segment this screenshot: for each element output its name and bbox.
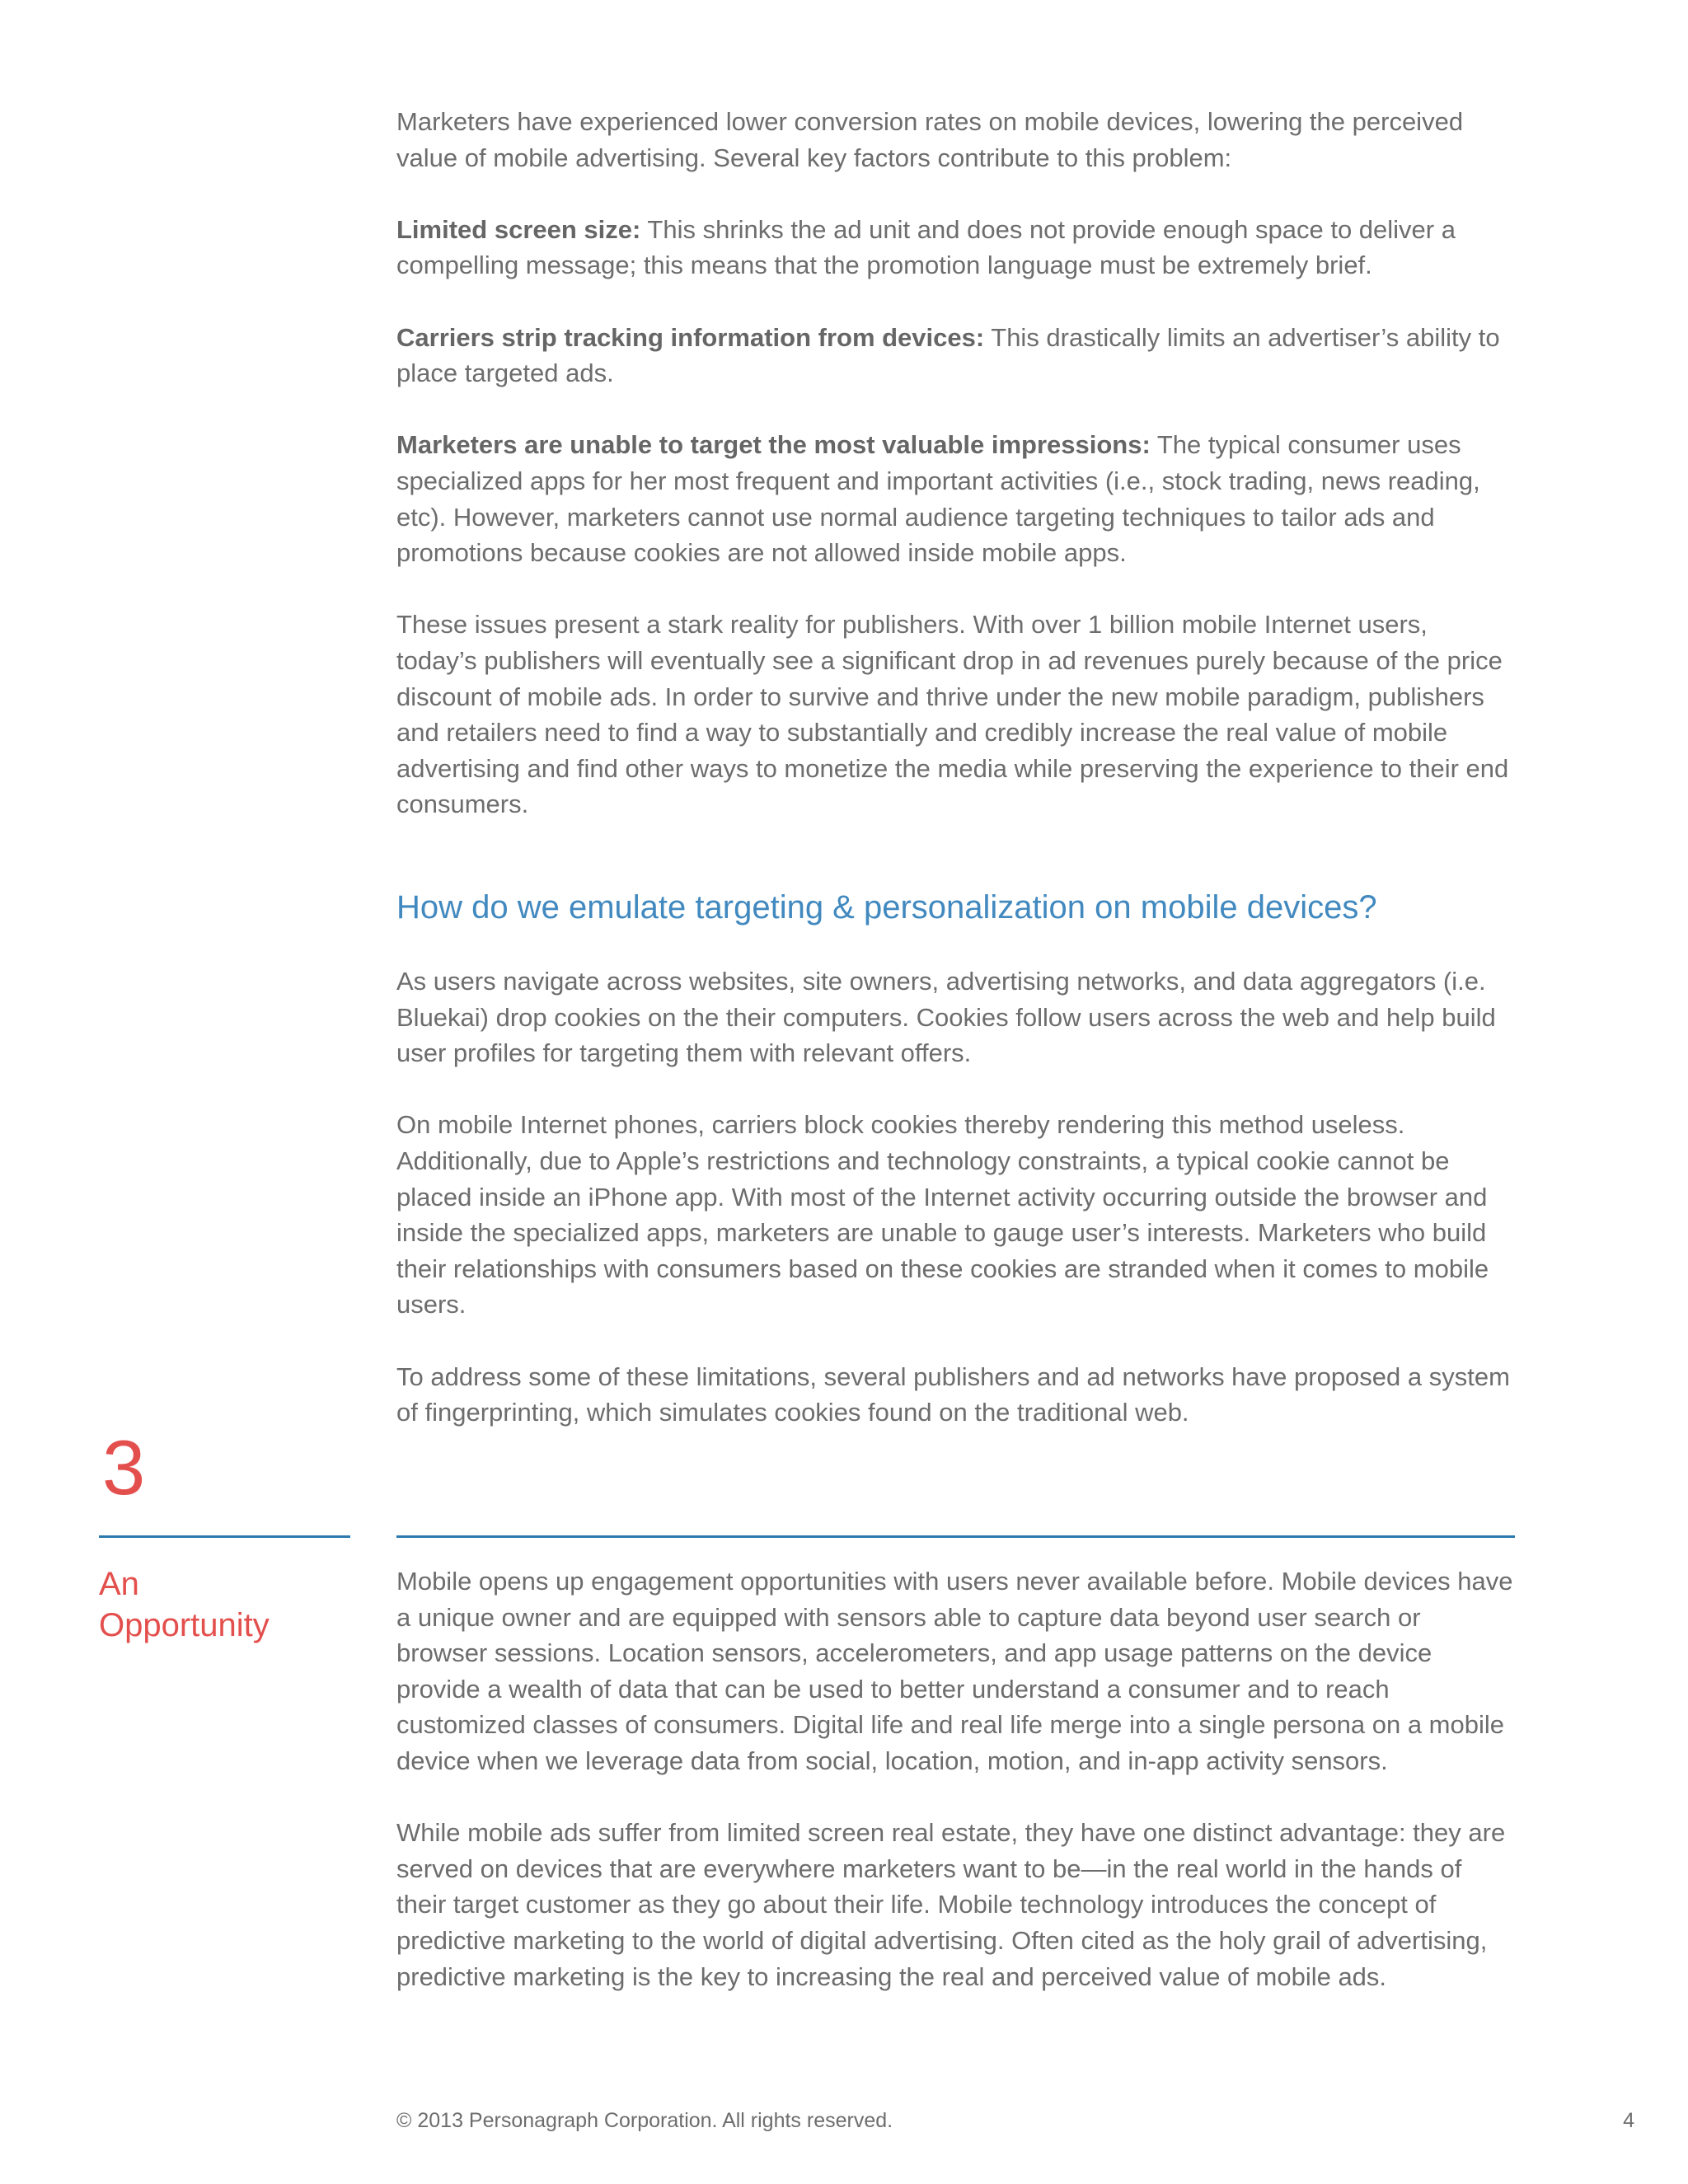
intro-paragraph: Marketers have experienced lower conversion rates on mobile devices, lowering the perceived value of mobile advertising. Several key factors contribute to this problem:	[396, 107, 1464, 172]
section-divider-left	[99, 1535, 350, 1538]
page-number: 4	[1623, 2109, 1634, 2132]
issues-paragraph: These issues present a stark reality for publishers. With over 1 billion mobile Internet users, today’s publishers will eventually see a significant drop in ad revenues purely because of the price discount of mobile ads. In order to survive and thrive under the new mobile paradigm, publishers and retailers need to find a way to substantially and credibly increase the real value of mobile advertising and find other ways to monetize the media while preserving the experience to their end consumers.	[396, 610, 1509, 819]
targeting-paragraph: On mobile Internet phones, carriers block cookies thereby rendering this method useless. Additionally, due to Apple’s restrictions and technology constraints, a typical cookie cannot be placed inside an iPhone app. With most of the Internet activity occurring outside the browser and inside the specialized apps, marketers are unable to gauge user’s interests. Marketers who build their relationships with consumers based on these cookies are stranded when it comes to mobile users.	[396, 1110, 1489, 1319]
factor-paragraph	[396, 212, 1515, 284]
section-heading: How do we emulate targeting & personalization on mobile devices?	[396, 889, 1377, 926]
body-text-targeting	[396, 963, 1515, 1431]
factor-label: Carriers strip tracking information from devices:	[396, 322, 985, 352]
factor-paragraph	[396, 427, 1515, 570]
footer-copyright: © 2013 Personagraph Corporation. All rights reserved.	[396, 2109, 893, 2132]
factor-text: This shrinks the ad unit and does not provide enough space to deliver a compelling message; this means that the promotion language must be extremely brief.	[396, 214, 1456, 280]
body-text-opportunity	[396, 1563, 1515, 1994]
factor-text: The typical consumer uses specialized apps for her most frequent and important activities (i.e., stock trading, news reading, etc). However, marketers cannot use normal audience targeting techniques to tailor ads and promotions because cookies are not allowed inside mobile apps.	[396, 430, 1480, 568]
section-title: An Opportunity	[99, 1566, 270, 1643]
section-number: 3	[102, 1424, 146, 1511]
opportunity-paragraph: Mobile opens up engagement opportunities with users never available before. Mobile devices have a unique owner and are equipped with sensors able to capture data beyond user search or browser sessions. Location sensors, accelerometers, and app usage patterns on the device provide a wealth of data that can be used to better understand a consumer and to reach customized classes of consumers. Digital life and real life merge into a single persona on a mobile device when we leverage data from social, location, motion, and in-app activity sensors.	[396, 1567, 1513, 1775]
factor-text: This drastically limits an advertiser’s ability to place targeted ads.	[396, 322, 1500, 388]
opportunity-paragraph: While mobile ads suffer from limited screen real estate, they have one distinct advantage: they are served on devices that are everywhere marketers want to be—in the real world in the hands of their target customer as they go about their life. Mobile technology introduces the concept of predictive marketing to the world of digital advertising. Often cited as the holy grail of advertising, predictive marketing is the key to increasing the real and perceived value of mobile ads.	[396, 1818, 1506, 1991]
factor-label: Limited screen size:	[396, 214, 641, 244]
section-divider-right	[396, 1535, 1515, 1538]
factor-label: Marketers are unable to target the most valuable impressions:	[396, 430, 1151, 460]
factor-paragraph	[396, 320, 1515, 391]
targeting-paragraph: As users navigate across websites, site owners, advertising networks, and data aggregators (i.e. Bluekai) drop cookies on the their computers. Cookies follow users across the web and help build user profiles for targeting them with relevant offers.	[396, 967, 1496, 1068]
body-text-top	[396, 104, 1515, 823]
targeting-paragraph: To address some of these limitations, several publishers and ad networks have proposed a system of fingerprinting, which simulates cookies found on the traditional web.	[396, 1361, 1510, 1427]
